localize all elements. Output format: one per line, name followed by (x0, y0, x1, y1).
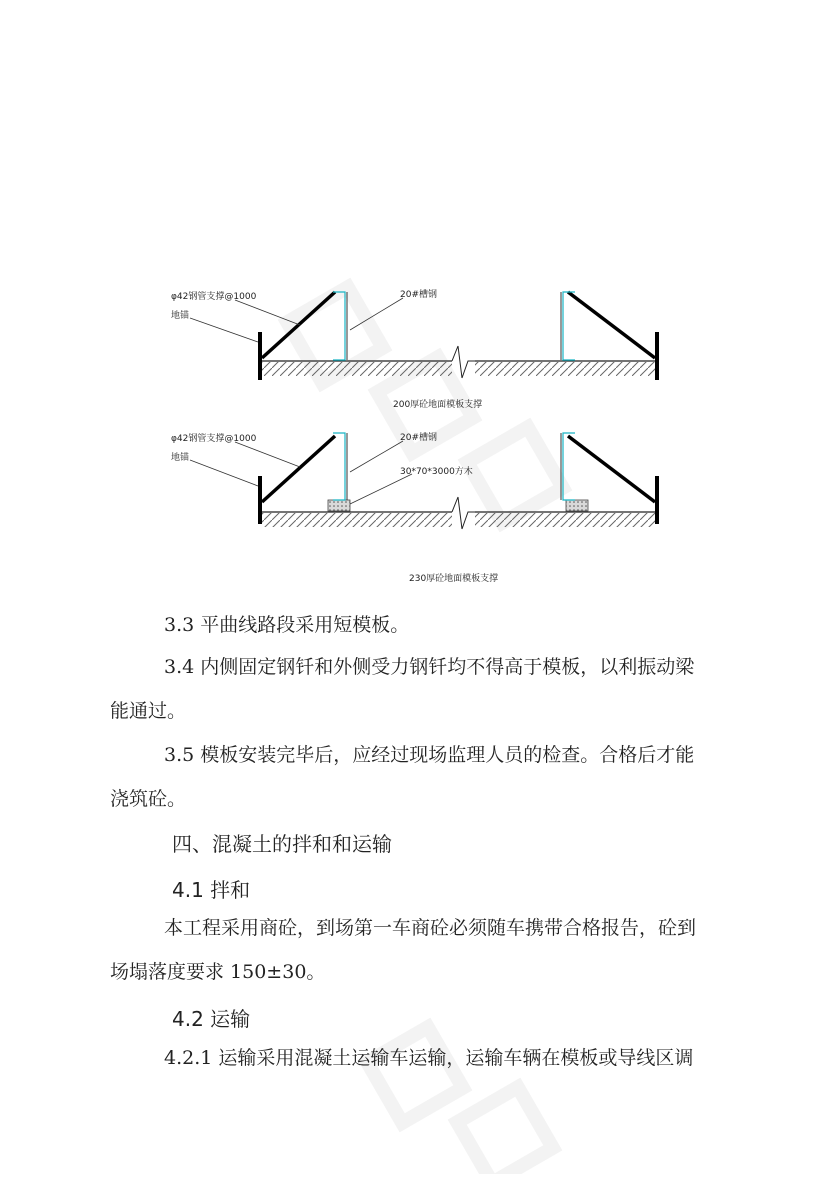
break-symbol (452, 497, 475, 529)
steel-pipe-brace-left (262, 292, 335, 358)
leader-anchor (190, 460, 258, 486)
label-ground-anchor: 地锚 (171, 453, 190, 463)
label-steel-pipe: φ42钢管支撑@1000 (171, 434, 257, 444)
break-symbol (452, 346, 475, 378)
leader-anchor (190, 318, 258, 342)
ground-hatch (262, 513, 452, 527)
timber-block-left (328, 500, 350, 511)
leader-pipe (235, 300, 300, 325)
label-steel-pipe: φ42钢管支撑@1000 (171, 292, 257, 302)
leader-timber (350, 474, 412, 504)
leader-channel (350, 441, 403, 472)
channel-steel-left (333, 433, 345, 500)
leader-pipe (235, 442, 300, 467)
channel-steel-right (563, 433, 575, 500)
steel-pipe-brace-left (262, 436, 335, 502)
ground-hatch (262, 362, 452, 376)
ground-hatch (475, 513, 656, 527)
figure-1 (171, 288, 657, 410)
paragraph-4-2-1: 4.2.1 运输采用混凝土运输车运输，运输车辆在模板或导线区调 (164, 1047, 694, 1069)
leader-channel (350, 298, 403, 330)
paragraph-3-5: 3.5 模板安装完毕后，应经过现场监理人员的检查。合格后才能浇筑砼。 (110, 744, 695, 810)
label-channel-steel: 20#槽钢 (400, 290, 437, 300)
paragraph-3-4: 3.4 内侧固定钢钎和外侧受力钢钎均不得高于模板，以利振动梁能通过。 (110, 656, 695, 722)
label-timber: 30*70*3000方木 (400, 467, 473, 477)
channel-steel-left (333, 292, 345, 360)
timber-block-right (566, 500, 588, 511)
figure-1-caption: 200厚砼地面模板支撑 (393, 400, 483, 410)
figure-2 (171, 431, 657, 584)
steel-pipe-brace-right (568, 292, 655, 358)
paragraph-3-3: 3.3 平曲线路段采用短模板。 (164, 614, 410, 636)
subsection-heading-4-2: 4.2 运输 (172, 1007, 251, 1031)
section-heading-4: 四、混凝土的拌和和运输 (172, 832, 392, 856)
subsection-heading-4-1: 4.1 拌和 (172, 878, 251, 902)
label-channel-steel: 20#槽钢 (400, 433, 437, 443)
paragraph-4-1: 本工程采用商砼，到场第一车商砼必须随车携带合格报告，砼到场塌落度要求 150±30。 (110, 917, 697, 983)
figure-2-caption: 230厚砼地面模板支撑 (409, 574, 499, 584)
label-ground-anchor: 地锚 (171, 311, 190, 321)
ground-hatch (475, 362, 656, 376)
channel-steel-right (563, 292, 575, 360)
steel-pipe-brace-right (568, 436, 655, 502)
